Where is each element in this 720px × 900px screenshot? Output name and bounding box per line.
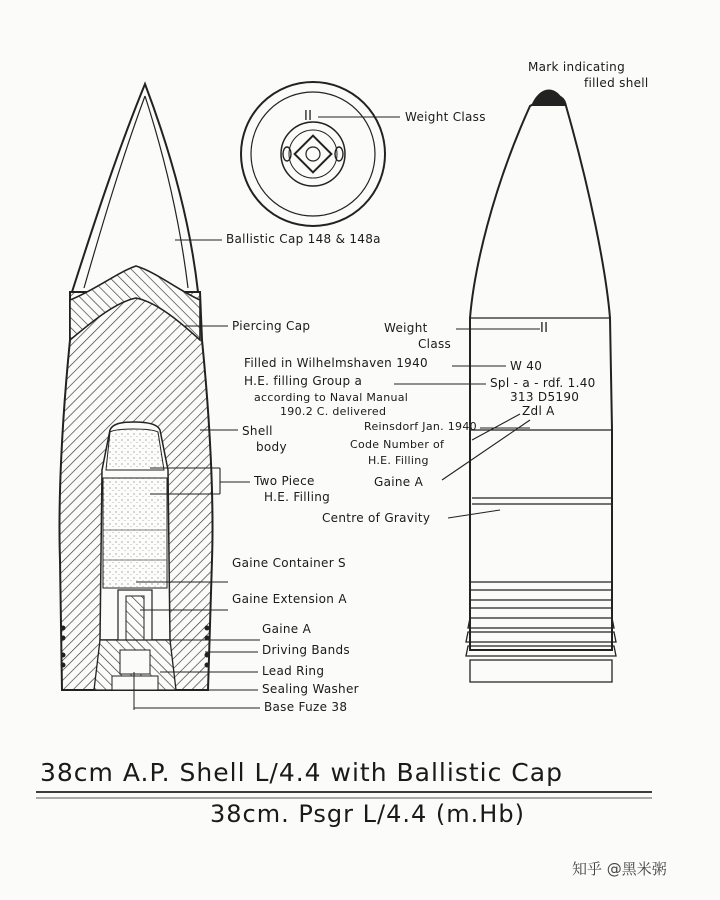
code-number-label: Code Number of <box>350 438 445 451</box>
gaine-container-label: Gaine Container S <box>232 556 346 570</box>
section-view <box>59 84 212 710</box>
shell-exterior <box>470 96 612 650</box>
driving-bands-label: Driving Bands <box>262 643 350 657</box>
gaine-extension <box>126 596 144 640</box>
body-label: body <box>256 440 287 454</box>
weight-class-top-label: Weight Class <box>405 110 486 124</box>
he-filling-upper <box>106 429 164 470</box>
centre-gravity-label: Centre of Gravity <box>322 511 431 525</box>
base-view <box>241 82 385 226</box>
ballistic-cap <box>72 84 198 292</box>
filled-shell-mark <box>531 90 566 107</box>
watermark: 知乎 @黑米粥 <box>572 860 667 878</box>
he-filling-label: H.E. Filling <box>368 454 429 467</box>
he-filling-group-label: H.E. filling Group a <box>244 374 363 388</box>
two-piece-label: Two Piece <box>254 474 315 488</box>
according-label: according to Naval Manual <box>254 391 409 404</box>
lead-ring-label: Lead Ring <box>262 664 325 678</box>
roman-two-top: II <box>304 109 313 124</box>
w40-label: W 40 <box>510 359 543 373</box>
class-label: Class <box>418 337 452 351</box>
he-filling-2-label: H.E. Filling <box>264 490 331 504</box>
zdl-label: Zdl A <box>522 404 555 418</box>
shell-label: Shell <box>242 424 273 438</box>
sealing-washer-label: Sealing Washer <box>262 682 359 696</box>
side-roman-two: II <box>540 321 549 336</box>
ballistic-cap-label: Ballistic Cap 148 & 148a <box>226 232 381 246</box>
filled-shell-label: filled shell <box>584 76 649 90</box>
code-313-label: 313 D5190 <box>510 390 580 404</box>
gaine-extension-label: Gaine Extension A <box>232 592 347 606</box>
title-german: 38cm. Psgr L/4.4 (m.Hb) <box>210 800 525 828</box>
piercing-cap-label: Piercing Cap <box>232 319 311 333</box>
filled-in-label: Filled in Wilhelmshaven 1940 <box>244 356 428 370</box>
spl-label: Spl - a - rdf. 1.40 <box>490 376 596 390</box>
delivered-label: 190.2 C. delivered <box>280 405 387 418</box>
mark-indicating-label: Mark indicating <box>528 60 626 74</box>
gaine-a-right-label: Gaine A <box>374 475 424 489</box>
reinsdorf-label: Reinsdorf Jan. 1940 <box>364 420 477 433</box>
gaine-a-label: Gaine A <box>262 622 312 636</box>
title-english: 38cm A.P. Shell L/4.4 with Ballistic Cap <box>40 758 563 787</box>
weight-label: Weight <box>384 321 428 335</box>
base-fuze-label: Base Fuze 38 <box>264 700 348 714</box>
